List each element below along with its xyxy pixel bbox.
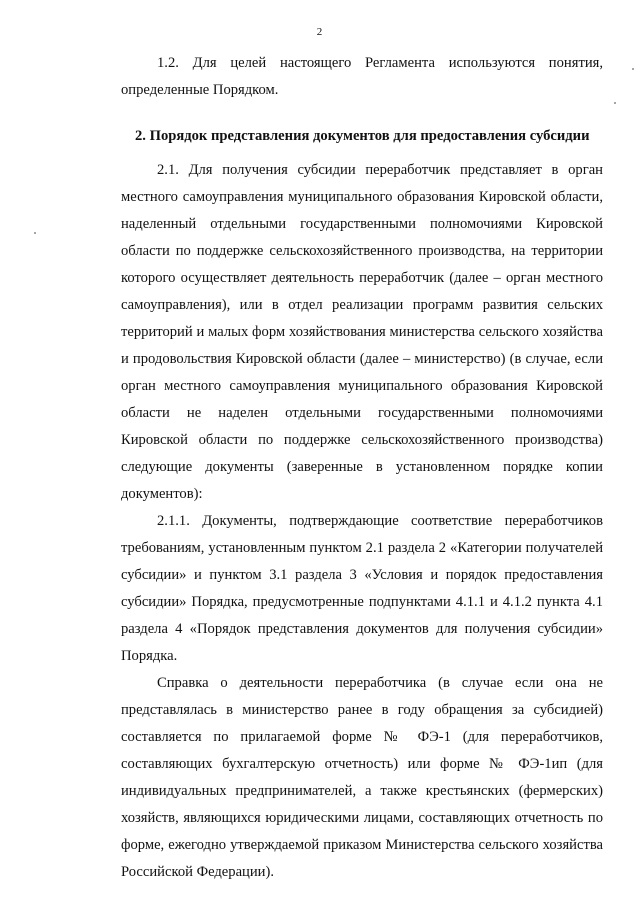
section-2-heading: 2. Порядок представления документов для предоставления субсидии: [135, 128, 590, 144]
scan-speck: [632, 68, 634, 70]
page-number: 2: [316, 26, 323, 38]
paragraph-spravka: Справка о деятельности переработчика (в случае если она не представлялась в министерство ранее в году обращения за субсидией) составляется по прилагаемой форме № ФЭ-1 (для переработчиков, составляющих бухгалтерскую отчетность) или форме № ФЭ-1ип (для индивидуальных предпринимателей, а также крестьянских (фермерских) хозяйств, являющихся юридическими лицами, составляющих отчетность по форме, ежегодно утверждаемой приказом Министерства сельского хозяйства Российской Федерации).: [121, 675, 603, 880]
scan-speck: [34, 232, 36, 234]
paragraph-2-1: 2.1. Для получения субсидии переработчик представляет в орган местного самоуправления муниципального образования Кировской области, наделенный отдельными государственными полномочиями Кировской области по поддержке сельскохозяйственного производства, на территории которого осуществляет деятельность переработчик (далее – орган местного самоуправления), или в отдел реализации программ развития сельских территорий и малых форм хозяйствования министерства сельского хозяйства и продовольствия Кировской области (далее – министерство) (в случае, если орган местного самоуправления муниципального образования Кировской области не наделен отдельными государственными полномочиями Кировской области по поддержке сельскохозяйственного производства) следующие документы (заверенные в установленном порядке копии документов):: [121, 162, 603, 502]
scan-speck: [614, 102, 616, 104]
document-body: [121, 50, 603, 886]
paragraph-1-2: 1.2. Для целей настоящего Регламента используются понятия, определенные Порядком.: [121, 55, 603, 98]
paragraph-2-1-1: 2.1.1. Документы, подтверждающие соответствие переработчиков требованиям, установленным пунктом 2.1 раздела 2 «Категории получателей субсидии» и пунктом 3.1 раздела 3 «Условия и порядок предоставления субсидии» Порядка, предусмотренные подпунктами 4.1.1 и 4.1.2 пункта 4.1 раздела 4 «Порядок представления документов для получения субсидии» Порядка.: [121, 513, 603, 664]
